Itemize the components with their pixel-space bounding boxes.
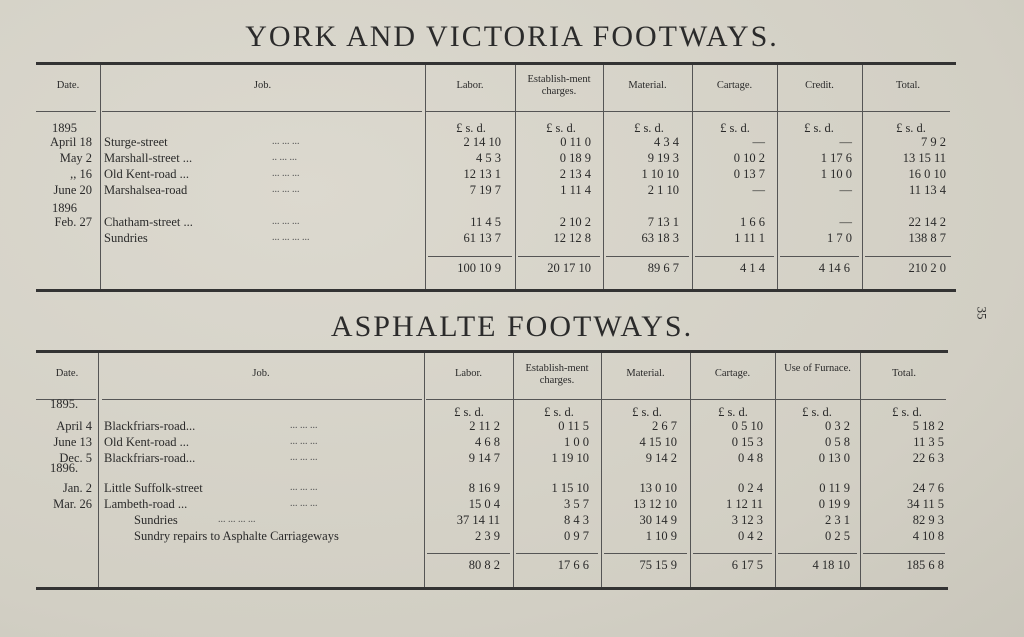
sum-rule (865, 256, 951, 257)
table1-bottom-rule (36, 289, 956, 292)
header-establishment: Establish-ment charges. (525, 363, 589, 386)
row-labor: 4 5 3 (476, 151, 501, 165)
row-labor: 2 14 10 (463, 135, 501, 149)
leader-dots: ... ... ... (290, 482, 318, 493)
row-labor: 12 13 1 (463, 167, 501, 181)
row-material: 9 19 3 (647, 151, 679, 165)
column-divider (100, 65, 101, 289)
row-material: 30 14 9 (639, 513, 677, 527)
row-labor: 7 19 7 (469, 183, 501, 197)
table2-header-rule (102, 399, 422, 400)
header-total: Total. (891, 368, 917, 379)
row-estab: 1 15 10 (551, 481, 589, 495)
row-labor: 9 14 7 (468, 451, 500, 465)
header-cartage: Cartage. (716, 80, 753, 91)
row-estab: 1 0 0 (564, 435, 589, 449)
sum-rule (780, 256, 859, 257)
row-labor: 15 0 4 (468, 497, 500, 511)
units: £ s. d. (456, 121, 486, 135)
row-total: 5 18 2 (912, 419, 944, 433)
row-furnace: 2 3 1 (825, 513, 850, 527)
row-total: 82 9 3 (912, 513, 944, 527)
table2-header-rule (426, 399, 946, 400)
total-labor: 80 8 2 (468, 558, 500, 572)
row-estab: 8 4 3 (564, 513, 589, 527)
row-material: 9 14 2 (645, 451, 677, 465)
row-estab: 2 10 2 (559, 215, 591, 229)
row-credit: — (839, 183, 852, 197)
leader-dots: ... ... ... (290, 420, 318, 431)
row-estab: 3 5 7 (564, 497, 589, 511)
table1-header-rule (102, 111, 422, 112)
row-cartage: 1 6 6 (740, 215, 765, 229)
row-date: April 18 (49, 135, 92, 149)
row-date: April 4 (56, 419, 92, 433)
row-total: 7 9 2 (921, 135, 946, 149)
leader-dots: ... ... ... (290, 498, 318, 509)
row-material: 13 0 10 (639, 481, 677, 495)
row-cartage: — (752, 183, 765, 197)
row-labor: 61 13 7 (463, 231, 501, 245)
year-label: 1896. (50, 461, 79, 475)
row-cartage: 0 10 2 (733, 151, 765, 165)
row-job: Marshalsea-road (104, 183, 188, 197)
row-job: Blackfriars-road... (104, 419, 196, 433)
row-labor: 2 11 2 (469, 419, 500, 433)
sum-rule (428, 256, 512, 257)
header-labor: Labor. (456, 80, 484, 91)
row-cartage: — (752, 135, 765, 149)
sum-rule (693, 553, 772, 554)
leader-dots: ... ... ... (272, 216, 300, 227)
row-cartage: 3 12 3 (731, 513, 763, 527)
row-total: 138 8 7 (908, 231, 946, 245)
row-total: 11 13 4 (908, 183, 946, 197)
sum-rule (695, 256, 774, 257)
row-cartage: 0 4 2 (738, 529, 763, 543)
row-cartage: 1 11 1 (734, 231, 765, 245)
row-estab: 0 11 0 (560, 135, 591, 149)
units: £ s. d. (718, 405, 748, 419)
header-total: Total. (895, 80, 921, 91)
row-credit: 1 10 0 (820, 167, 852, 181)
leader-dots: .. ... ... (272, 152, 297, 163)
sum-rule (863, 553, 945, 554)
units: £ s. d. (634, 121, 664, 135)
column-divider (601, 353, 602, 587)
row-material: 63 18 3 (641, 231, 679, 245)
table2-bottom-rule (36, 587, 948, 590)
row-total: 16 0 10 (908, 167, 946, 181)
row-credit: — (839, 135, 852, 149)
header-labor: Labor. (454, 368, 483, 379)
table2-top-rule (36, 350, 948, 353)
units: £ s. d. (546, 121, 576, 135)
total-cartage: 4 1 4 (740, 261, 765, 275)
units: £ s. d. (544, 405, 574, 419)
year-label: 1896 (52, 201, 77, 215)
sum-rule (427, 553, 510, 554)
leader-dots: ... ... ... (272, 168, 300, 179)
row-date: June 20 (53, 183, 92, 197)
row-job: Sundries (134, 513, 178, 527)
row-job: Chatham-street ... (104, 215, 193, 229)
units: £ s. d. (632, 405, 662, 419)
row-labor: 2 3 9 (475, 529, 500, 543)
row-date: Dec. 5 (59, 451, 92, 465)
row-job: Little Suffolk-street (104, 481, 203, 495)
row-labor: 37 14 11 (456, 513, 500, 527)
row-job: Sturge-street (104, 135, 168, 149)
total-material: 89 6 7 (647, 261, 679, 275)
row-furnace: 0 3 2 (825, 419, 850, 433)
row-estab: 0 18 9 (559, 151, 591, 165)
row-furnace: 0 13 0 (818, 451, 850, 465)
row-date: Feb. 27 (54, 215, 92, 229)
sum-rule (518, 256, 600, 257)
column-divider (513, 353, 514, 587)
header-credit: Credit. (805, 80, 834, 91)
year-label: 1895. (50, 397, 79, 411)
row-material: 2 1 10 (647, 183, 679, 197)
row-furnace: 0 2 5 (825, 529, 850, 543)
sum-rule (604, 553, 687, 554)
row-cartage: 0 13 7 (733, 167, 765, 181)
row-material: 7 13 1 (647, 215, 679, 229)
row-job: Lambeth-road ... (104, 497, 188, 511)
header-establishment: Establish-ment charges. (527, 74, 591, 97)
row-date: Mar. 26 (53, 497, 92, 511)
row-date: May 2 (59, 151, 92, 165)
total-credit: 4 14 6 (818, 261, 850, 275)
row-furnace: 0 11 9 (819, 481, 850, 495)
row-material: 1 10 9 (645, 529, 677, 543)
leader-dots: ... ... ... ... (272, 232, 310, 243)
row-date: ,, 16 (70, 167, 92, 181)
row-total: 34 11 5 (906, 497, 944, 511)
column-divider (690, 353, 691, 587)
row-estab: 0 9 7 (564, 529, 589, 543)
row-total: 11 3 5 (913, 435, 944, 449)
row-material: 1 10 10 (641, 167, 679, 181)
row-job: Sundries (104, 231, 148, 245)
row-material: 4 15 10 (639, 435, 677, 449)
row-total: 22 14 2 (908, 215, 946, 229)
row-furnace: 0 5 8 (825, 435, 850, 449)
row-total: 24 7 6 (912, 481, 944, 495)
row-total: 13 15 11 (902, 151, 946, 165)
header-job: Job. (253, 80, 272, 91)
row-job: Sundry repairs to Asphalte Carriageways (134, 529, 339, 543)
table1-header-rule (426, 111, 950, 112)
row-labor: 11 4 5 (470, 215, 501, 229)
row-labor: 4 6 8 (475, 435, 500, 449)
row-cartage: 0 5 10 (731, 419, 763, 433)
total-material: 75 15 9 (639, 558, 677, 572)
sum-rule (516, 553, 598, 554)
table1-top-rule (36, 62, 956, 65)
total-furnace: 4 18 10 (812, 558, 850, 572)
sum-rule (778, 553, 857, 554)
table1-title: YORK AND VICTORIA FOOTWAYS. (245, 20, 779, 53)
units: £ s. d. (720, 121, 750, 135)
header-cartage: Cartage. (714, 368, 751, 379)
leader-dots: ... ... ... (290, 452, 318, 463)
leader-dots: ... ... ... (272, 136, 300, 147)
row-total: 4 10 8 (912, 529, 944, 543)
row-material: 4 3 4 (654, 135, 679, 149)
row-estab: 1 19 10 (551, 451, 589, 465)
page-number: 35 (974, 306, 990, 320)
row-job: Old Kent-road ... (104, 167, 190, 181)
total-estab: 17 6 6 (557, 558, 589, 572)
column-divider (775, 353, 776, 587)
row-total: 22 6 3 (912, 451, 944, 465)
row-credit: — (839, 215, 852, 229)
row-cartage: 0 2 4 (738, 481, 763, 495)
header-material: Material. (626, 368, 665, 379)
row-credit: 1 7 0 (827, 231, 852, 245)
header-job: Job. (252, 368, 270, 379)
row-estab: 0 11 5 (558, 419, 589, 433)
header-furnace: Use of Furnace. (784, 363, 851, 374)
row-estab: 2 13 4 (559, 167, 591, 181)
row-cartage: 1 12 11 (725, 497, 763, 511)
row-material: 13 12 10 (633, 497, 677, 511)
row-labor: 8 16 9 (468, 481, 500, 495)
row-job: Blackfriars-road... (104, 451, 196, 465)
header-date: Date. (55, 368, 79, 379)
table2-title: ASPHALTE FOOTWAYS. (330, 310, 694, 343)
units: £ s. d. (896, 121, 926, 135)
row-job: Marshall-street ... (104, 151, 193, 165)
row-estab: 12 12 8 (553, 231, 591, 245)
header-material: Material. (628, 80, 667, 91)
units: £ s. d. (892, 405, 922, 419)
column-divider (424, 353, 425, 587)
units: £ s. d. (804, 121, 834, 135)
sum-rule (606, 256, 689, 257)
year-label: 1895 (52, 121, 77, 135)
total-estab: 20 17 10 (547, 261, 591, 275)
row-cartage: 0 4 8 (738, 451, 763, 465)
table1-header-rule (36, 111, 96, 112)
total-labor: 100 10 9 (457, 261, 501, 275)
row-material: 2 6 7 (652, 419, 677, 433)
column-divider (98, 353, 99, 587)
leader-dots: ... ... ... ... (218, 514, 256, 525)
column-divider (860, 353, 861, 587)
leader-dots: ... ... ... (290, 436, 318, 447)
total-cartage: 6 17 5 (731, 558, 763, 572)
total-total: 210 2 0 (908, 261, 946, 275)
header-date: Date. (56, 80, 80, 91)
units: £ s. d. (454, 405, 484, 419)
units: £ s. d. (802, 405, 832, 419)
row-date: Jan. 2 (62, 481, 92, 495)
leader-dots: ... ... ... (272, 184, 300, 195)
total-total: 185 6 8 (906, 558, 944, 572)
row-furnace: 0 19 9 (818, 497, 850, 511)
row-job: Old Kent-road ... (104, 435, 190, 449)
row-credit: 1 17 6 (820, 151, 852, 165)
row-cartage: 0 15 3 (731, 435, 763, 449)
row-date: June 13 (53, 435, 92, 449)
row-estab: 1 11 4 (560, 183, 591, 197)
